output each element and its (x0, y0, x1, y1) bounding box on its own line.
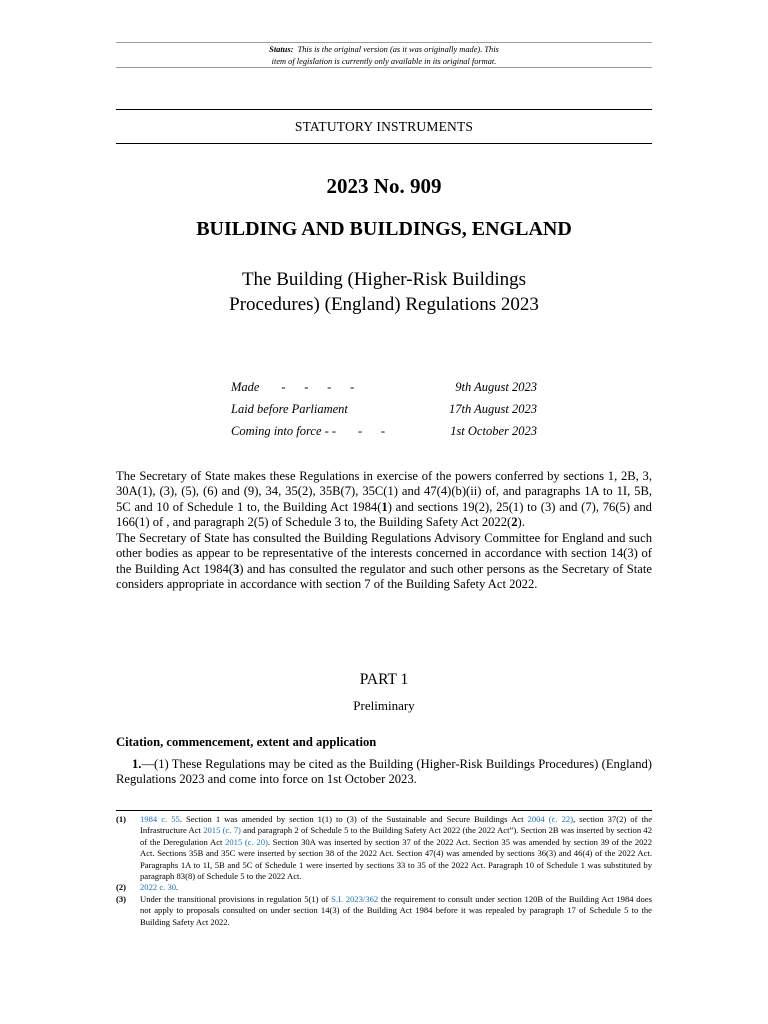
status-text-1: This is the original version (as it was originally made). This (297, 45, 499, 54)
preamble-paragraph-2 (116, 531, 652, 592)
subject-heading: BUILDING AND BUILDINGS, ENGLAND (196, 218, 572, 240)
part-heading: PART 1 (359, 671, 409, 688)
citation-link[interactable]: 2022 c. 30 (140, 882, 177, 893)
status-line-1 (116, 44, 652, 56)
footnote-text: Under the transitional provisions in regulation 5(1) of (140, 893, 332, 904)
section-heading: Citation, commencement, extent and application (116, 735, 377, 749)
date-value: 1st October 2023 (450, 424, 537, 438)
dates-table (231, 380, 537, 446)
footnote-1 (116, 814, 652, 882)
footnote-ref[interactable]: 1 (381, 499, 388, 514)
series-title: STATUTORY INSTRUMENTS (294, 119, 474, 134)
status-banner (116, 42, 652, 68)
footnote-text: and paragraph 2 of Schedule 5 to the Building Safety Act 2022 (the 2022 Act”). Section 2B was inserted by section 42 of the Deregulation Act (140, 825, 652, 847)
footnote-2 (116, 882, 652, 893)
preamble-text: ) and sections 19(2), 25(1) to (3) and (7), 76(5) and 166(1) of , and paragraph 2(5) of Schedule 3 to, the Building Safety Act 2022( (116, 499, 652, 529)
citation-link[interactable]: S.I. 2023/362 (331, 893, 379, 904)
regulation-title-line-2: Procedures) (England) Regulations 2023 (229, 294, 539, 315)
citation-link[interactable]: 2015 (c. 20) (225, 836, 268, 847)
preamble-text: ). (517, 514, 525, 529)
preamble-text: The Secretary of State has consulted the Building Regulations Advisory Committee for England and such other bodies as appear to be representative of the interests concerned in accordance with section 14(3) of the Building Act 1984( (116, 531, 652, 576)
preamble-text: ) and has consulted the regulator and such other persons as the Secretary of State considers appropriate in accordance with section 7 of the Building Safety Act 2022. (116, 561, 652, 591)
instrument-number: 2023 No. 909 (326, 174, 442, 198)
date-row-coming-into-force (231, 424, 537, 446)
footnote-number: (1) (116, 814, 127, 824)
date-label: Made - - - - (231, 380, 355, 394)
footnotes (116, 814, 652, 928)
citation-link[interactable]: 2015 (c. 7) (203, 825, 241, 836)
preamble-paragraph-1 (116, 469, 652, 530)
date-label: Laid before Parliament (231, 402, 348, 416)
header-top-rule (116, 109, 652, 110)
date-value: 9th August 2023 (455, 380, 537, 394)
citation-link[interactable]: 1984 c. 55 (140, 814, 180, 824)
regulation-title-line-1: The Building (Higher-Risk Buildings (241, 269, 527, 290)
regulation-1-paragraph (116, 757, 652, 788)
footnote-text: . Section 1 was amended by section 1(1) to (3) of the Sustainable and Secure Buildings Act (179, 814, 528, 824)
date-row-made (231, 380, 537, 402)
footnote-number: (2) (116, 882, 127, 893)
footnote-ref[interactable]: 3 (233, 561, 240, 576)
date-row-laid (231, 402, 537, 424)
footnote-text: . (176, 882, 179, 893)
footnote-text: . Section 30A was inserted by section 37 of the 2022 Act. Section 35 was amended by section 39 of the 2022 Act. Sections 35B and 35C were inserted by section 38 of the 2022 Act. Section 47(4) was amended by sections 36(3) and 46(4) of the 2022 Act. Paragraphs 1A to 1I, 5B and 5C of Schedule 1 were inserted by sections 33 to 35 of the 2022 Act. Paragraph 10 of Schedule 1 was substituted by paragraph 83(8) of Schedule 5 to the 2022 Act. (140, 836, 653, 882)
status-label: Status: (269, 45, 294, 54)
regulation-text: —(1) These Regulations may be cited as the Building (Higher-Risk Buildings Procedures) (England) Regulations 2023 and come into force on 1st October 2023. (116, 757, 652, 787)
footnote-number: (3) (116, 893, 127, 904)
footnote-ref[interactable]: 2 (511, 514, 518, 529)
footnote-text: the requirement to consult under section 120B of the Building Act 1984 does not apply to proposals consulted on under section 14(3) of the Building Act 1984 before it was repealed by paragraph 17 of Schedule 5 to the Building Safety Act 2022. (140, 893, 652, 927)
part-subheading: Preliminary (353, 698, 415, 713)
date-value: 17th August 2023 (449, 402, 537, 416)
footnote-rule (116, 810, 652, 811)
date-label: Coming into force - - - - (231, 424, 386, 438)
citation-link[interactable]: 2004 (c. 22) (527, 814, 574, 824)
footnote-text: , section 37(2) of the Infrastructure Act (140, 814, 653, 836)
footnote-3 (116, 894, 652, 928)
regulation-title (116, 267, 652, 317)
regulation-number: 1. (132, 757, 142, 771)
preamble-text: The Secretary of State makes these Regulations in exercise of the powers conferred by sections 1, 2B, 3, 30A(1), (3), (5), (6) and (9), 34, 35(2), 35B(7), 35C(1) and 47(4)(b)(ii) of, and paragraphs 1A to 1I, 5B, 5C and 10 of Schedule 1 to, the Building Act 1984( (116, 469, 652, 514)
header-bottom-rule (116, 143, 652, 144)
status-line-2: item of legislation is currently only available in its original format. (271, 56, 497, 66)
